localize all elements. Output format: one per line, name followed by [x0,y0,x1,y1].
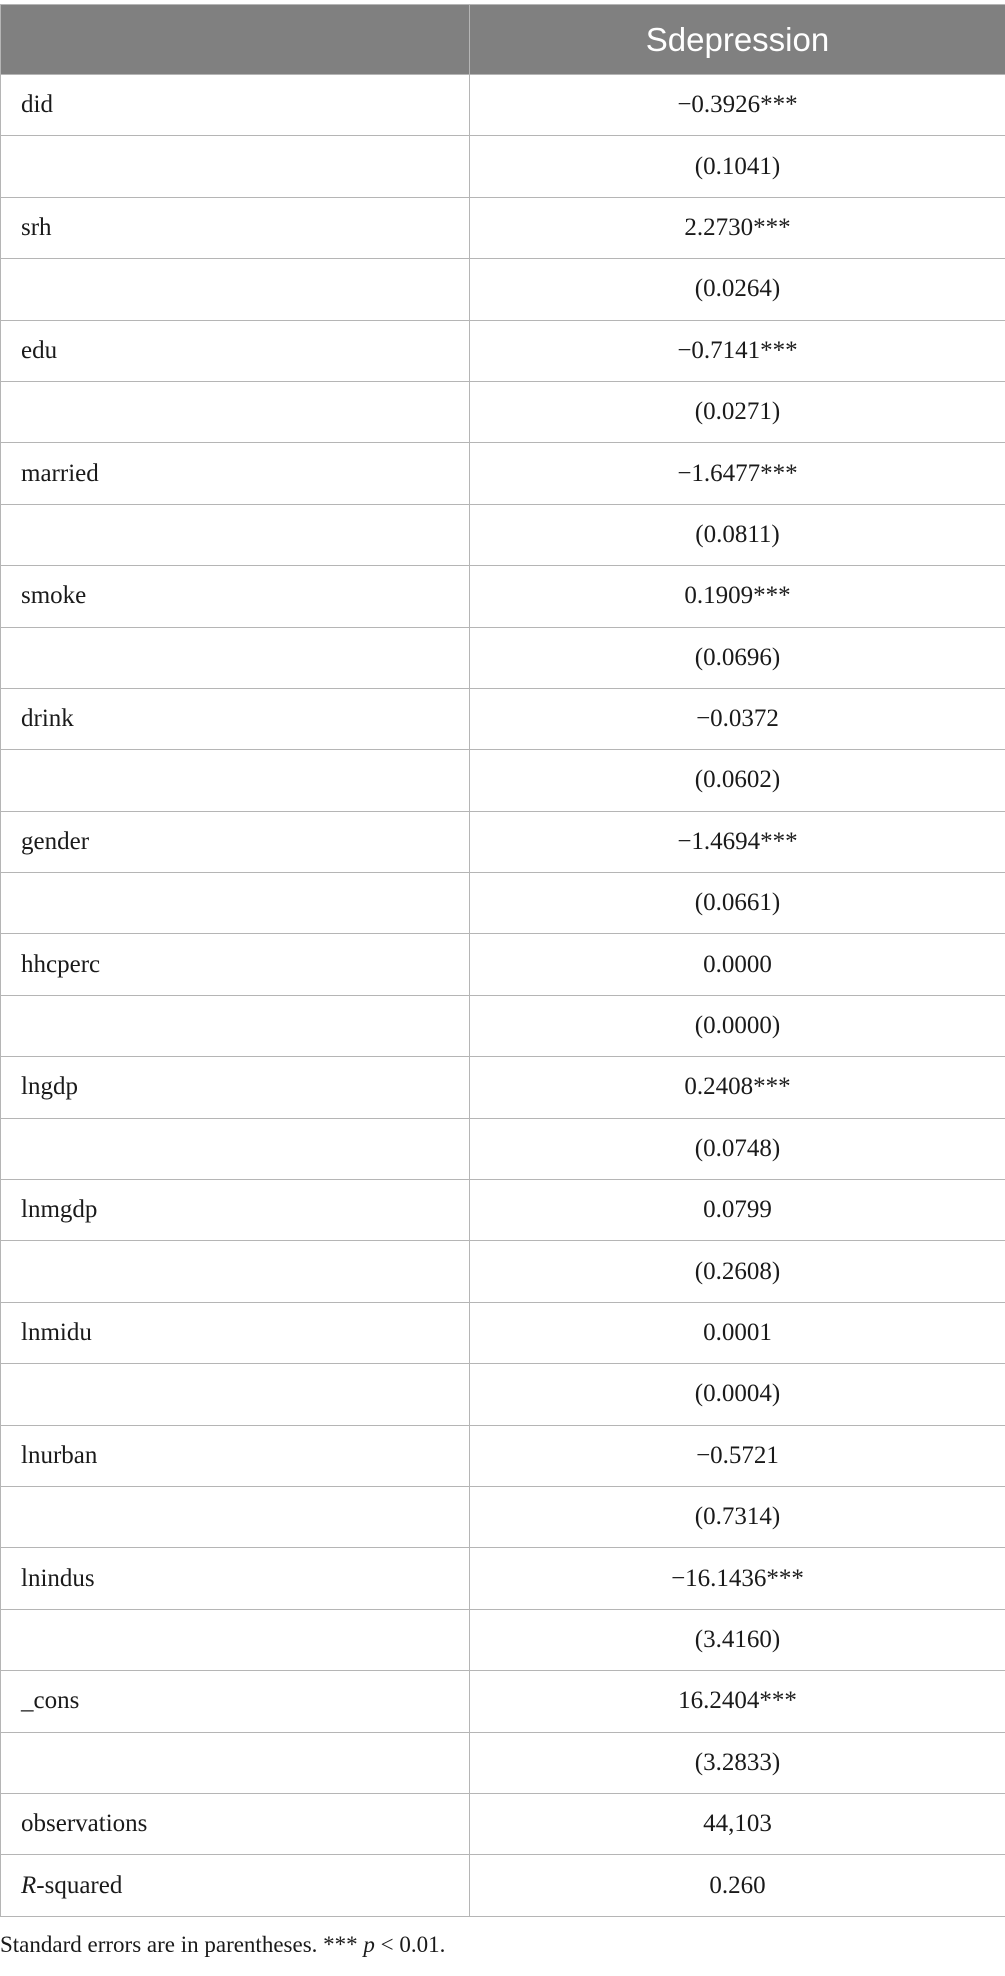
variable-name-cell: lngdp [1,1057,470,1118]
standard-error-cell: (0.0000) [470,995,1005,1056]
coefficient-cell: −16.1436*** [470,1548,1005,1609]
table-row [1,566,1005,627]
variable-name-cell: did [1,75,470,136]
variable-name-suffix: -squared [36,1871,123,1899]
coefficient-cell: 0.0799 [470,1180,1005,1241]
regression-table-container [0,4,1005,1917]
table-row-stderr [1,1732,1005,1793]
variable-name-cell: married [1,443,470,504]
standard-error-cell: (0.0271) [470,381,1005,442]
table-row-stderr [1,1486,1005,1547]
table-row [1,443,1005,504]
header-row [1,5,1005,75]
table-footnote [0,1932,445,1958]
standard-error-cell: (0.7314) [470,1486,1005,1547]
table-row [1,1548,1005,1609]
variable-name-cell: srh [1,197,470,258]
table-row [1,934,1005,995]
variable-name-cell [1,504,470,565]
variable-name-cell [1,627,470,688]
coefficient-cell: 0.0001 [470,1302,1005,1363]
table-row-stderr [1,627,1005,688]
footnote-p-symbol: p [363,1932,375,1957]
variable-name-cell [1,1118,470,1179]
table-row-stderr [1,1609,1005,1670]
variable-name-cell: hhcperc [1,934,470,995]
table-row [1,1855,1005,1916]
variable-name-cell [1,750,470,811]
table-row [1,1425,1005,1486]
table-row [1,688,1005,749]
coefficient-cell: −0.5721 [470,1425,1005,1486]
table-row-stderr [1,504,1005,565]
coefficient-cell: 16.2404*** [470,1671,1005,1732]
table-row [1,75,1005,136]
variable-name-cell [1,1609,470,1670]
table-row [1,1302,1005,1363]
table-header [1,5,1005,75]
coefficient-cell: 0.2408*** [470,1057,1005,1118]
standard-error-cell: (0.0264) [470,259,1005,320]
standard-error-cell: (0.0811) [470,504,1005,565]
coefficient-cell: 0.0000 [470,934,1005,995]
coefficient-cell: 2.2730*** [470,197,1005,258]
table-row [1,1057,1005,1118]
table-row [1,1671,1005,1732]
standard-error-cell: (0.0661) [470,873,1005,934]
variable-name-cell [1,995,470,1056]
coefficient-cell: 0.260 [470,1855,1005,1916]
variable-name-cell: drink [1,688,470,749]
variable-name-cell: lnindus [1,1548,470,1609]
table-row-stderr [1,136,1005,197]
coefficient-cell: −1.6477*** [470,443,1005,504]
coefficient-cell: 44,103 [470,1793,1005,1854]
regression-table [0,4,1005,1917]
table-row-stderr [1,873,1005,934]
standard-error-cell: (3.4160) [470,1609,1005,1670]
standard-error-cell: (0.1041) [470,136,1005,197]
variable-name-cell: edu [1,320,470,381]
variable-name-cell [1,1855,470,1916]
standard-error-cell: (0.0748) [470,1118,1005,1179]
table-row-stderr [1,1118,1005,1179]
header-sdepression: Sdepression [470,5,1005,75]
table-body [1,75,1005,1917]
table-row-stderr [1,1364,1005,1425]
variable-name-cell [1,1241,470,1302]
table-row [1,197,1005,258]
variable-name-cell: lnmgdp [1,1180,470,1241]
variable-name-cell: gender [1,811,470,872]
table-row-stderr [1,995,1005,1056]
variable-name-cell [1,1732,470,1793]
variable-name-cell [1,1486,470,1547]
table-row-stderr [1,259,1005,320]
coefficient-cell: −0.7141*** [470,320,1005,381]
footnote-text: Standard errors are in parentheses. *** [0,1932,364,1957]
table-row [1,811,1005,872]
standard-error-cell: (0.0602) [470,750,1005,811]
variable-name-cell: observations [1,1793,470,1854]
table-row-stderr [1,750,1005,811]
standard-error-cell: (0.0004) [470,1364,1005,1425]
variable-name-cell [1,381,470,442]
table-row [1,320,1005,381]
table-row [1,1793,1005,1854]
header-variable-cell [1,5,470,75]
coefficient-cell: −0.0372 [470,688,1005,749]
variable-name-italic: R [21,1871,37,1899]
variable-name-cell [1,873,470,934]
standard-error-cell: (0.0696) [470,627,1005,688]
variable-name-cell: lnurban [1,1425,470,1486]
table-row [1,1180,1005,1241]
table-row-stderr [1,381,1005,442]
variable-name-cell: _cons [1,1671,470,1732]
table-row-stderr [1,1241,1005,1302]
footnote-threshold: < 0.01. [374,1932,446,1957]
coefficient-cell: −1.4694*** [470,811,1005,872]
variable-name-cell: smoke [1,566,470,627]
coefficient-cell: −0.3926*** [470,75,1005,136]
standard-error-cell: (3.2833) [470,1732,1005,1793]
variable-name-cell [1,1364,470,1425]
variable-name-cell: lnmidu [1,1302,470,1363]
coefficient-cell: 0.1909*** [470,566,1005,627]
variable-name-cell [1,259,470,320]
standard-error-cell: (0.2608) [470,1241,1005,1302]
variable-name-cell [1,136,470,197]
